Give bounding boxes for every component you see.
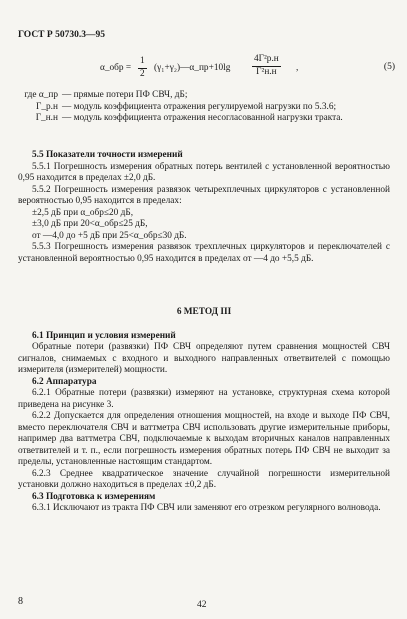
- formula-middle: (γ₁+γ₂)—α_пр+10lg: [154, 63, 231, 73]
- list-item: ±3,0 дБ при 20<α_обр≤25 дБ,: [32, 219, 148, 229]
- formula-log-fraction: $\frac{\text{4Г²р.н}}{\text{Г²н.н}}$: [254, 54, 279, 77]
- paragraph: 5.5.1 Погрешность измерения обратных потерь вентилей с установленной вероятностью 0,95 находится в пределах ±2,0 дБ.: [18, 161, 390, 183]
- paragraph: 6.2.2 Допускается для определения отношения мощностей, на входе и выходе ПФ СВЧ, вместо переключателя СВЧ и ваттметра СВЧ использовать другие измерительные приборы, например два ваттметра СВЧ, подключаемые к выходам вторичных каналов направленных ответвителей и т. п., если погрешность измерения обратных потерь ПФ СВЧ не выходит за пределы, установленные настоящим стандартом.: [18, 411, 390, 467]
- formula-lhs: α_обр =: [100, 63, 132, 73]
- document-header: ГОСТ Р 50730.3—95: [18, 30, 105, 40]
- formula-half-fraction: $\frac{1}{2}$: [140, 56, 145, 79]
- paragraph: 6.3.1 Исключают из тракта ПФ СВЧ или заменяют его отрезком регулярного волновода.: [32, 503, 381, 513]
- section-title: 6 МЕТОД III: [176, 307, 232, 317]
- section-6: [18, 307, 390, 515]
- list-item: ±2,5 дБ при α_обр≤20 дБ,: [32, 207, 134, 218]
- paragraph: Обратные потери (развязки) ПФ СВЧ определяют путем сравнения мощностей СВЧ сигналов, снимаемых с входного и выходного направленных ответвителей с помощью измерителя (измерителей) мощности.: [18, 342, 390, 375]
- formula-tail: ,: [296, 63, 299, 73]
- equation-number: (5): [383, 62, 395, 72]
- section-heading: 6.2 Аппаратура: [32, 376, 97, 387]
- definitions-block: [18, 90, 390, 125]
- definition-row: Г_р.н — модуль коэффициента отражения регулируемой нагрузки по 5.3.6;: [36, 101, 337, 112]
- paragraph: 5.5.2 Погрешность измерения развязок четырехплечных циркуляторов с установленной вероятностью 0,95 находится в пределах:: [18, 184, 390, 206]
- section-heading: 6.1 Принцип и условия измерений: [32, 330, 176, 341]
- section-5-5: [18, 150, 390, 265]
- page-number: 42: [197, 600, 207, 610]
- section-heading: 5.5 Показатели точности измерений: [32, 150, 183, 160]
- section-heading: 6.3 Подготовка к измерениям: [32, 491, 156, 502]
- paragraph: 5.5.3 Погрешность измерения развязок трехплечных циркуляторов и переключателей с установленной вероятностью 0,95 находится в пределах от —4 до +5,5 дБ.: [18, 242, 390, 264]
- definition-row: где α_пр — прямые потери ПФ СВЧ, дБ;: [24, 90, 188, 100]
- definition-row: Г_н.н — модуль коэффициента отражения несогласованной нагрузки тракта.: [35, 113, 343, 123]
- paragraph: 6.2.1 Обратные потери (развязки) измеряют на установке, структурная схема которой приведена на рисунке 3.: [18, 388, 390, 410]
- list-item: от —4,0 до +5 дБ при 25<α_обр≤30 дБ.: [32, 230, 187, 241]
- page-marker: 8: [18, 596, 23, 607]
- formula-5: [100, 56, 395, 92]
- paragraph: 6.2.3 Среднее квадратическое значение случайной погрешности измерительной установки должно находиться в пределах ±0,2 дБ.: [18, 468, 390, 490]
